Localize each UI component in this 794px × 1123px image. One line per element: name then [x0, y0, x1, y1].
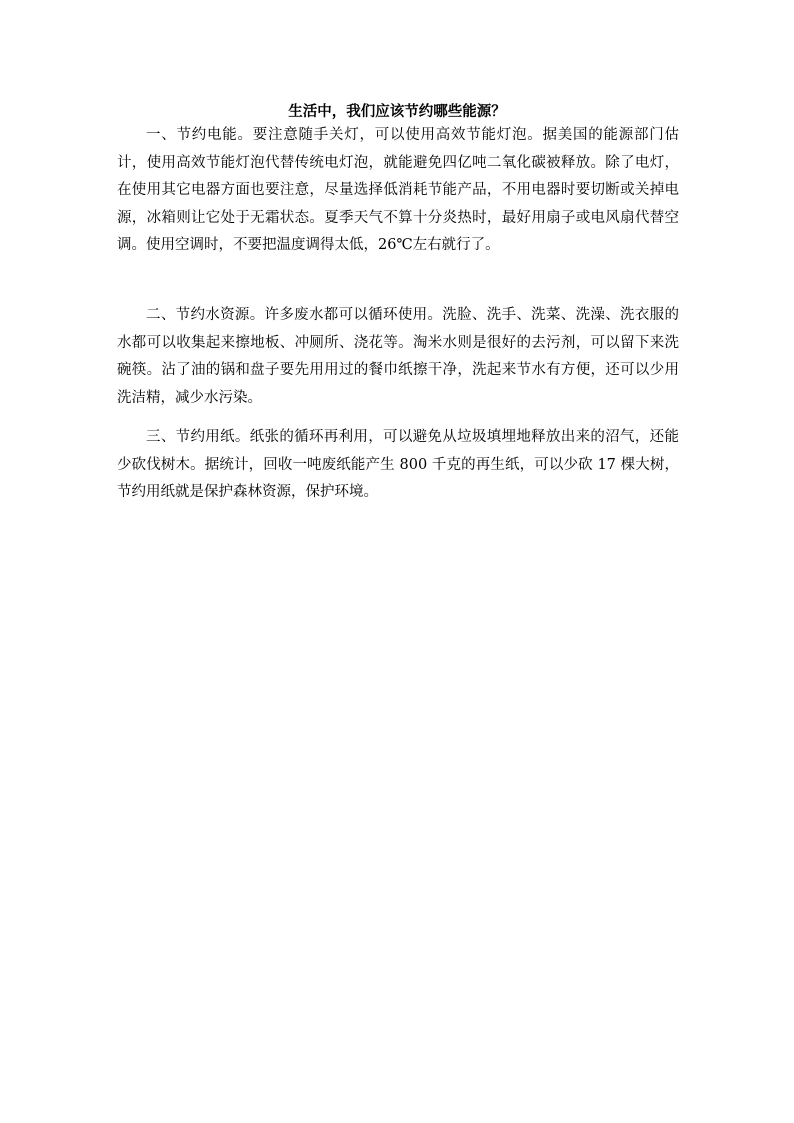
document-title: 生活中，我们应该节约哪些能源？ [288, 103, 506, 120]
paragraph-electricity: 一、节约电能。要注意随手关灯，可以使用高效节能灯泡。据美国的能源部门估计，使用高效节能灯泡代替传统电灯泡，就能避免四亿吨二氧化碳被释放。除了电灯，在使用其它电器方面也要注意，尽量选择低消耗节能产品，不用电器时要切断或关掉电源，冰箱则让它处于无霜状态。夏季天气不算十分炎热时，最好用扇子或电风扇代替空调。使用空调时，不要把温度调得太低，26℃左右就行了。 [117, 127, 679, 253]
paragraph-paper: 三、节约用纸。纸张的循环再利用，可以避免从垃圾填埋地释放出来的沼气，还能少砍伐树木。据统计，回收一吨废纸能产生 800 千克的再生纸，可以少砍 17 棵大树，节约用纸就是保护森林资源，保护环境。 [117, 429, 679, 500]
paragraph-water: 二、节约水资源。许多废水都可以循环使用。洗脸、洗手、洗菜、洗澡、洗衣服的水都可以收集起来擦地板、冲厕所、浇花等。淘米水则是很好的去污剂，可以留下来洗碗筷。沾了油的锅和盘子要先用用过的餐巾纸擦干净，洗起来节水有方便，还可以少用洗洁精，减少水污染。 [117, 307, 679, 406]
